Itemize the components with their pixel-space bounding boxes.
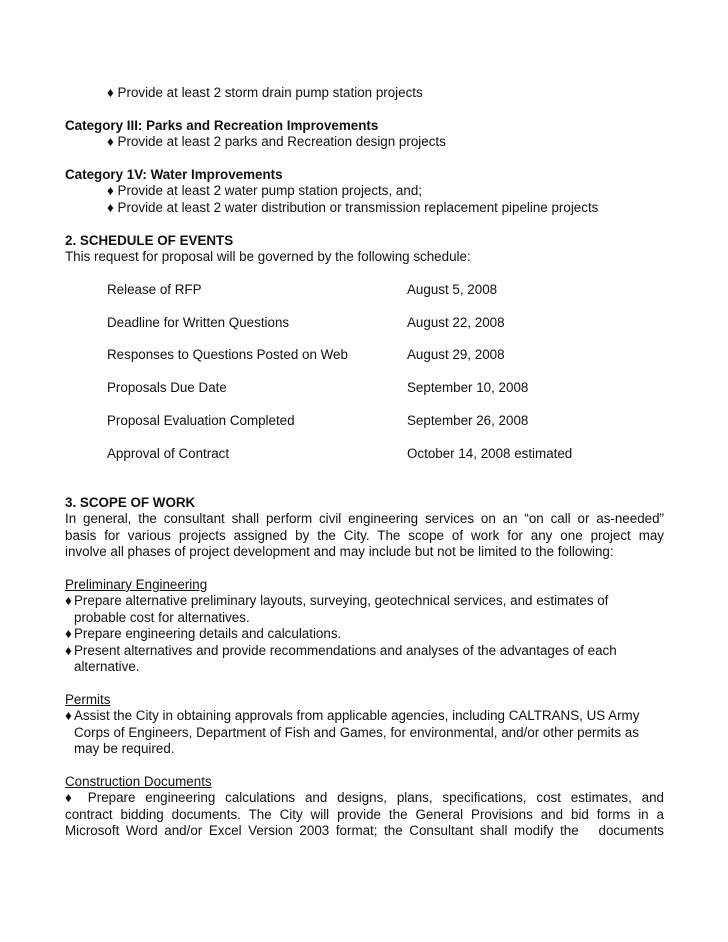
- schedule-row: [65, 282, 664, 298]
- schedule-event: Responses to Questions Posted on Web: [107, 347, 348, 363]
- scope-intro-line: basis for various projects assigned by the City. The scope of work for any one project may: [65, 527, 664, 543]
- category-iii-heading: Category III: Parks and Recreation Improvements: [65, 117, 379, 133]
- schedule-event: Release of RFP: [107, 281, 202, 297]
- construction-line: contract bidding documents. The City will provide the General Provisions and bid forms in a: [65, 806, 664, 822]
- construction-line: ♦ Prepare engineering calculations and designs, plans, specifications, cost estimates, and: [65, 790, 664, 806]
- category-ii-bullet: ♦ Provide at least 2 storm drain pump station projects: [107, 85, 423, 100]
- scope-intro-line: In general, the consultant shall perform civil engineering services on an “on call or as-needed”: [65, 511, 664, 527]
- schedule-intro: This request for proposal will be governed by the following schedule:: [65, 249, 471, 265]
- category-iv-bullet: ♦ Provide at least 2 water pump station projects, and;: [107, 183, 422, 199]
- diamond-bullet-icon: ♦: [65, 708, 72, 724]
- preliminary-item: ♦ Prepare engineering details and calculations.: [65, 626, 342, 642]
- schedule-heading: 2. SCHEDULE OF EVENTS: [65, 232, 234, 248]
- scope-intro-line: involve all phases of project development and may include but not be limited to the following:: [65, 544, 614, 560]
- category-iii-bullet: ♦ Provide at least 2 parks and Recreation design projects: [107, 134, 446, 150]
- schedule-event: Proposal Evaluation Completed: [107, 412, 295, 428]
- schedule-table: [65, 282, 664, 462]
- schedule-event: Proposals Due Date: [107, 380, 227, 396]
- schedule-event: Approval of Contract: [107, 445, 230, 461]
- permits-item: ♦ Assist the City in obtaining approvals from applicable agencies, including CALTRANS, US Army Corps of Engineers, Department of Fish and Games, for environmental, and/or other permits as may be required.: [65, 708, 640, 756]
- schedule-date: September 10, 2008: [407, 380, 529, 396]
- document-page: [65, 85, 664, 839]
- schedule-row: [65, 413, 664, 429]
- permits-heading: Permits: [65, 691, 111, 707]
- preliminary-engineering-heading: Preliminary Engineering: [65, 576, 208, 592]
- preliminary-item: ♦ Prepare alternative preliminary layouts, surveying, geotechnical services, and estimates of probable cost for alternatives.: [65, 593, 609, 625]
- category-iv-bullet: ♦ Provide at least 2 water distribution or transmission replacement pipeline projects: [107, 199, 599, 215]
- schedule-row: [65, 347, 664, 363]
- schedule-row: [65, 380, 664, 396]
- diamond-bullet-icon: ♦: [65, 642, 72, 658]
- schedule-date: August 5, 2008: [407, 281, 498, 297]
- schedule-row: [65, 446, 664, 462]
- scope-intro: [65, 511, 664, 560]
- category-iv-heading: Category 1V: Water Improvements: [65, 167, 283, 182]
- schedule-date: October 14, 2008 estimated: [407, 445, 573, 461]
- schedule-date: August 22, 2008: [407, 314, 505, 330]
- scope-heading: 3. SCOPE OF WORK: [65, 494, 196, 510]
- schedule-date: August 29, 2008: [407, 347, 505, 363]
- construction-line: Microsoft Word and/or Excel Version 2003 format; the Consultant shall modify the documents: [65, 822, 664, 838]
- construction-documents-heading: Construction Documents: [65, 773, 212, 789]
- construction-documents-item: [65, 790, 664, 839]
- schedule-date: September 26, 2008: [407, 412, 529, 428]
- diamond-bullet-icon: ♦: [65, 593, 72, 609]
- schedule-event: Deadline for Written Questions: [107, 314, 290, 330]
- diamond-bullet-icon: ♦: [65, 626, 72, 642]
- schedule-row: [65, 315, 664, 331]
- preliminary-item: ♦ Present alternatives and provide recommendations and analyses of the advantages of each alternative.: [65, 642, 617, 674]
